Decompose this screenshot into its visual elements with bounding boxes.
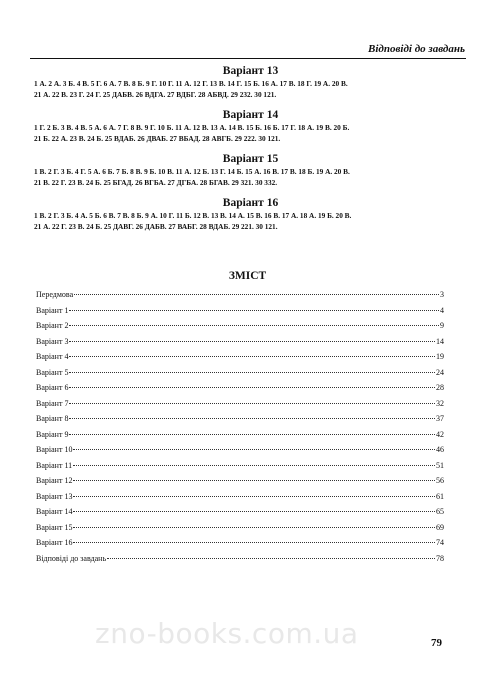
answer-line: 21 В. 22 Г. 23 В. 24 Б. 25 БГАД. 26 ВГБА. 27 ДГБА. 28 БГАВ. 29 321. 30 332. (34, 178, 278, 187)
toc-item-page: 14 (436, 336, 444, 346)
toc-leader-dots (69, 434, 435, 435)
toc-leader-dots (69, 325, 439, 326)
toc-item[interactable] (36, 368, 444, 384)
toc-item-label: Варіант 16 (36, 538, 73, 547)
toc-item[interactable] (36, 352, 444, 368)
toc-leader-dots (107, 558, 435, 559)
toc-leader-dots (69, 418, 435, 419)
toc-item-label: Варіант 3 (36, 336, 69, 346)
variant-block (34, 152, 467, 188)
answer-line: 1 Г. 2 Б. 3 В. 4 В. 5 А. 6 А. 7 Г. 8 В. 9 Г. 10 Б. 11 А. 12 В. 13 А. 14 В. 15 Б. 16 Б. 17 Г. 18 А. 19 В. 20 Б. (34, 123, 350, 132)
variant-answers (34, 122, 467, 144)
variant-title: Варіант 16 (222, 197, 279, 209)
toc-item-page: 61 (436, 491, 444, 501)
toc-item-label: Варіант 14 (36, 507, 73, 516)
toc-leader-dots (69, 341, 435, 342)
variant-block (34, 196, 467, 232)
toc-item[interactable] (36, 445, 444, 461)
toc-leader-dots (69, 310, 439, 311)
toc-item-page: 4 (440, 305, 444, 315)
variant-title: Варіант 15 (222, 153, 279, 165)
toc-item[interactable] (36, 383, 444, 399)
toc-leader-dots (73, 449, 435, 450)
toc-item-page: 42 (436, 429, 444, 439)
toc-item[interactable] (36, 399, 444, 415)
toc-item-page: 32 (436, 398, 444, 408)
variant-title: Варіант 14 (222, 109, 279, 121)
toc-leader-dots (73, 496, 435, 497)
toc-item-label: Передмова (36, 290, 74, 299)
toc-leader-dots (73, 465, 435, 466)
toc-item-page: 24 (436, 367, 444, 377)
toc-item[interactable] (36, 414, 444, 430)
toc-item-label: Варіант 6 (36, 383, 69, 392)
answer-line: 21 А. 22 В. 23 Г. 24 Г. 25 ДАБВ. 26 ВДГА. 27 ВДБГ. 28 АБВД. 29 232. 30 121. (34, 90, 277, 99)
variant-answers (34, 78, 467, 100)
toc-item-page: 56 (436, 476, 444, 485)
toc-item[interactable] (36, 306, 444, 322)
variant-answers (34, 166, 467, 188)
running-header-title: Відповіді до завдань (368, 43, 465, 55)
toc-item-page: 74 (436, 538, 444, 547)
toc-item-label: Варіант 4 (36, 352, 69, 361)
toc-item-label: Варіант 5 (36, 367, 69, 377)
toc-item-label: Варіант 2 (36, 321, 69, 330)
toc-leader-dots (74, 294, 439, 295)
toc-item-label: Варіант 8 (36, 414, 69, 423)
toc-leader-dots (69, 403, 435, 404)
answer-line: 21 Б. 22 А. 23 В. 24 Б. 25 ВДАБ. 26 ДВАБ. 27 ВБАД. 28 АВГБ. 29 222. 30 121. (34, 134, 281, 143)
toc-item[interactable] (36, 337, 444, 353)
toc-item-page: 46 (436, 445, 444, 454)
toc-item-label: Варіант 10 (36, 445, 73, 454)
answer-line: 1 В. 2 Г. 3 Б. 4 А. 5 Б. 6 В. 7 В. 8 Б. 9 А. 10 Г. 11 Б. 12 В. 13 В. 14 А. 15 В. 16 В. 17 А. 18 А. 19 Б. 20 В. (34, 211, 352, 220)
toc-item-page: 19 (436, 352, 444, 361)
variant-answers (34, 210, 467, 232)
toc-item[interactable] (36, 290, 444, 306)
toc-item[interactable] (36, 492, 444, 508)
toc-item-label: Варіант 7 (36, 398, 69, 408)
toc-item[interactable] (36, 507, 444, 523)
toc-leader-dots (73, 480, 435, 481)
toc-item-label: Варіант 1 (36, 305, 69, 315)
toc-item-label: Варіант 9 (36, 429, 69, 439)
toc-title: ЗМІСТ (228, 270, 267, 282)
toc-item-page: 37 (436, 414, 444, 423)
table-of-contents (36, 290, 444, 569)
toc-item-label: Відповіді до завдань (36, 553, 107, 563)
answer-line: 21 А. 22 Г. 23 В. 24 Б. 25 ДАВГ. 26 ДАБВ. 27 ВАБГ. 28 ВДАБ. 29 221. 30 121. (34, 222, 278, 231)
toc-leader-dots (69, 372, 435, 373)
answer-line: 1 А. 2 А. 3 Б. 4 В. 5 Г. 6 А. 7 В. 8 Б. 9 Г. 10 Г. 11 А. 12 Г. 13 В. 14 Г. 15 Б. 16 А. 17 В. 18 Г. 19 А. 20 В. (34, 79, 348, 88)
answer-line: 1 В. 2 Г. 3 Б. 4 Г. 5 А. 6 Б. 7 Б. 8 В. 9 Б. 10 В. 11 А. 12 Б. 13 Г. 14 Б. 15 А. 16 В. 17 В. 18 Б. 19 А. 20 В. (34, 167, 350, 176)
page-number: 79 (431, 637, 442, 649)
toc-item-page: 3 (440, 290, 444, 299)
toc-item-label: Варіант 12 (36, 476, 73, 485)
toc-item[interactable] (36, 476, 444, 492)
toc-item-page: 65 (436, 507, 444, 516)
variant-block (34, 64, 467, 100)
toc-item[interactable] (36, 321, 444, 337)
toc-leader-dots (73, 542, 435, 543)
toc-item[interactable] (36, 461, 444, 477)
toc-leader-dots (69, 387, 435, 388)
header-rule (30, 58, 466, 59)
variant-title: Варіант 13 (222, 65, 279, 77)
toc-leader-dots (73, 527, 435, 528)
toc-item-label: Варіант 13 (36, 491, 73, 501)
answers-section (34, 64, 467, 240)
toc-item-label: Варіант 11 (36, 460, 73, 470)
toc-item-page: 9 (440, 321, 444, 330)
toc-item-page: 51 (436, 460, 444, 470)
variant-block (34, 108, 467, 144)
toc-item[interactable] (36, 554, 444, 570)
toc-leader-dots (69, 356, 435, 357)
toc-item-label: Варіант 15 (36, 522, 73, 532)
toc-item-page: 78 (436, 553, 444, 563)
toc-leader-dots (73, 511, 435, 512)
toc-item[interactable] (36, 430, 444, 446)
watermark-text: zno-books.com.ua (95, 617, 359, 650)
toc-item[interactable] (36, 538, 444, 554)
toc-item-page: 69 (436, 522, 444, 532)
toc-item[interactable] (36, 523, 444, 539)
toc-item-page: 28 (436, 383, 444, 392)
